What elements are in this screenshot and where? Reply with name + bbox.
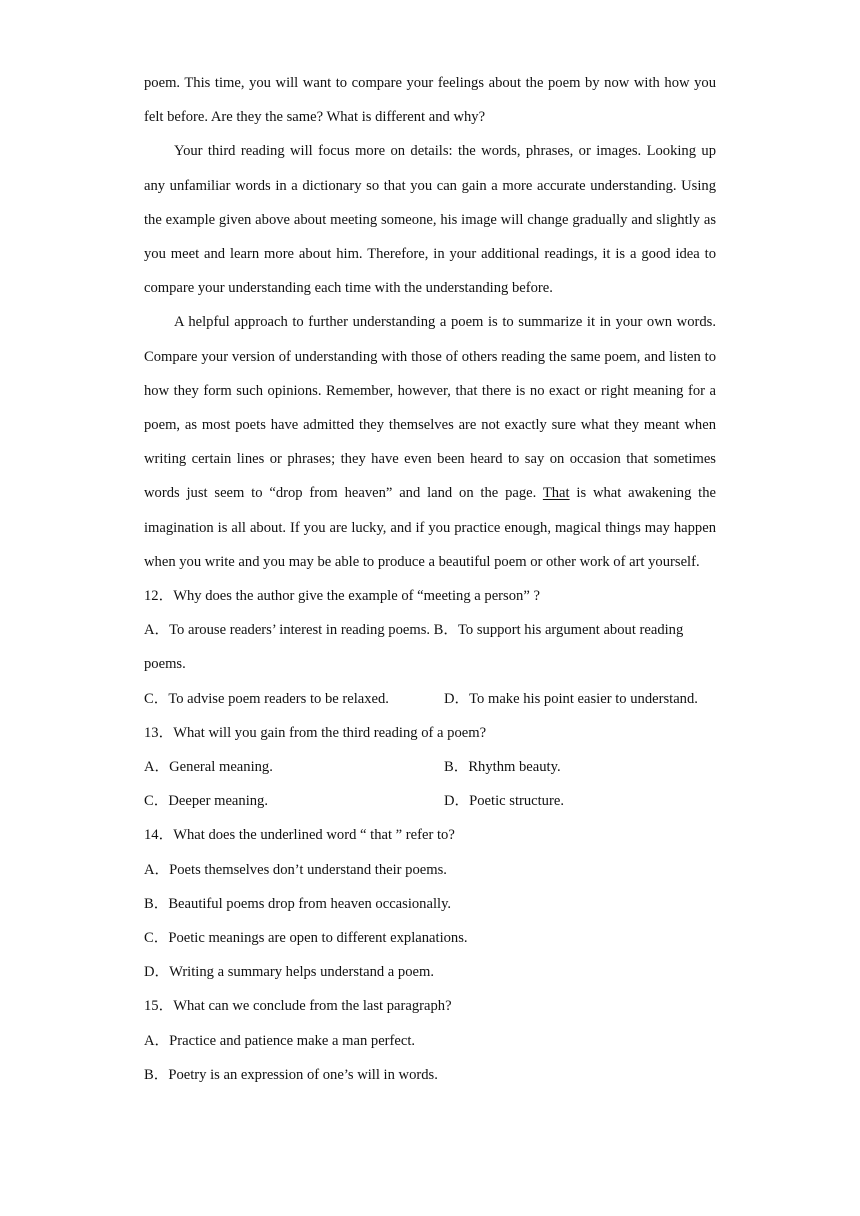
question-12-options-ab-continued: poems. [144, 656, 186, 673]
question-14-option-c: C．Poetic meanings are open to different explanations. [144, 930, 468, 947]
question-13-options-cd [144, 784, 716, 818]
question-12-stem: 12．Why does the author give the example of “meeting a person” ? [144, 588, 540, 605]
question-14-option-b: B．Beautiful poems drop from heaven occasionally. [144, 895, 452, 912]
question-13-option-a: A．General meaning. [144, 759, 273, 776]
question-14-option-d: D．Writing a summary helps understand a poem. [144, 964, 435, 981]
passage-paragraph-3-text-after: is what awakening the imagination is all about. If you are lucky, and if you practice enough, magical things may happen when you write and you may be able to produce a beautiful poem or other work of art yourself. [144, 485, 717, 570]
passage-paragraph-1: poem. This time, you will want to compare your feelings about the poem by now with how you felt before. Are they the same? What is different and why? [144, 75, 716, 126]
question-13-option-d: D．Poetic structure. [444, 793, 564, 810]
underlined-word: That [542, 485, 570, 502]
passage-paragraph-3-text-before: A helpful approach to further understanding a poem is to summarize it in your own words. Compare your version of understanding with those of others reading the same poem, and listen to how they form such opinions. Remember, however, that there is no exact or right meaning for a poem, as most poets have admitted they themselves are not exactly sure what they meant when writing certain lines or phrases; they have even been heard to say on occasion that sometimes words just seem to “drop from heaven” and land on the page. [144, 314, 716, 502]
question-14-option-a: A．Poets themselves don’t understand their poems. [144, 861, 447, 878]
question-13-options-ab [144, 750, 716, 784]
question-15-option-a: A．Practice and patience make a man perfect. [144, 1032, 416, 1049]
question-14-stem: 14．What does the underlined word “ that ” refer to? [144, 827, 455, 844]
document-page [144, 66, 716, 1092]
question-12-option-d: D．To make his point easier to understand. [444, 690, 698, 707]
question-12-option-c: C．To advise poem readers to be relaxed. [144, 690, 389, 707]
question-15-option-b: B．Poetry is an expression of one’s will in words. [144, 1066, 438, 1083]
question-13-stem: 13．What will you gain from the third reading of a poem? [144, 724, 487, 741]
question-13-option-b: B．Rhythm beauty. [444, 759, 561, 776]
question-13-option-c: C．Deeper meaning. [144, 793, 269, 810]
question-12-options-cd [144, 682, 716, 716]
passage-paragraph-3 [144, 305, 716, 579]
question-15-stem: 15．What can we conclude from the last paragraph? [144, 998, 452, 1015]
question-12-options-ab: A．To arouse readers’ interest in reading poems. B．To support his argument about reading [144, 622, 684, 639]
passage-paragraph-2: Your third reading will focus more on details: the words, phrases, or images. Looking up any unfamiliar words in a dictionary so that you can gain a more accurate understanding. Using the example given above about meeting someone, his image will change gradually and slightly as you meet and learn more about him. Therefore, in your additional readings, it is a good idea to compare your understanding each time with the understanding before. [144, 143, 716, 297]
